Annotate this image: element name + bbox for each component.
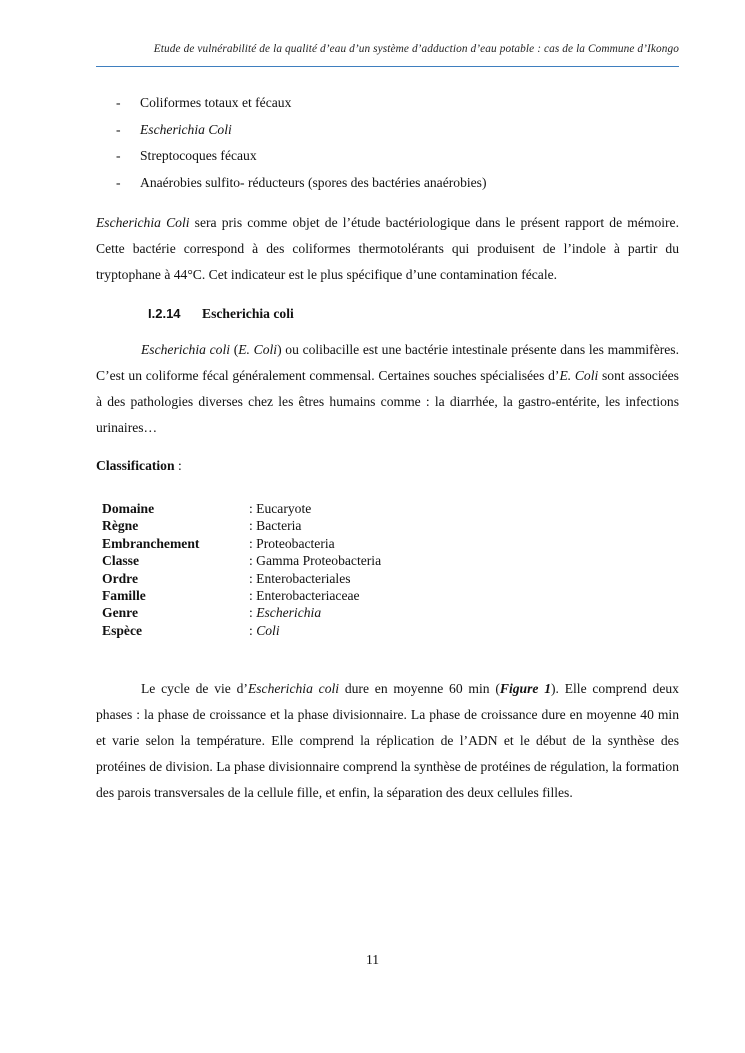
classification-row: [102, 587, 381, 604]
rank-value: : Bacteria: [249, 518, 302, 534]
italic-term: Escherichia Coli: [96, 215, 190, 230]
header-rule: [96, 66, 679, 67]
paragraph-ecoli-description: [96, 337, 679, 441]
section-number: I.2.14: [148, 306, 181, 321]
list-item-text: Streptocoques fécaux: [140, 148, 257, 163]
rank-label: Espèce: [102, 622, 143, 638]
italic-term: Escherichia coli: [247, 681, 340, 696]
italic-term: E. Coli: [238, 342, 278, 357]
paragraph-text: ). Elle comprend deux phases : la phase de croissance et la phase divisionnaire. La phase de croissance dure en moyenne 40 min et varie selon la température. Elle comprend la réplication de l’ADN et le début de la synthèse des protéines de division. La phase divisionnaire comprend la synthèse de protéines de régulation, la formation des parois transversales de la cellule fille, et enfin, la séparation des deux cellules filles.: [96, 681, 679, 800]
rank-value-italic: Escherichia: [256, 605, 322, 621]
rank-label: Classe: [102, 553, 140, 569]
rank-value: : Enterobacteriales: [249, 570, 351, 586]
section-title: Escherichia coli: [202, 306, 294, 321]
list-item: [116, 174, 487, 201]
rank-value: [249, 604, 321, 621]
rank-value: : Enterobacteriaceae: [249, 587, 360, 603]
list-item-text: Coliformes totaux et fécaux: [140, 95, 292, 110]
bullet-dash: -: [116, 95, 121, 110]
list-item-text: Escherichia Coli: [140, 121, 232, 137]
classification-row: [102, 604, 381, 621]
classification-row: [102, 622, 381, 639]
bullet-dash: -: [116, 121, 121, 137]
bullet-dash: -: [116, 148, 121, 163]
classification-row: [102, 500, 381, 517]
classification-table: [102, 500, 381, 639]
paragraph-text: (: [230, 342, 239, 357]
rank-label: Règne: [102, 518, 139, 534]
italic-term: Escherichia coli: [141, 342, 231, 357]
page-number: 11: [365, 952, 380, 967]
rank-value: : Gamma Proteobacteria: [249, 553, 382, 569]
paragraph-ecoli-object: [96, 210, 679, 288]
paragraph-text: Le cycle de vie d’: [141, 681, 248, 696]
classification-row: [102, 552, 381, 569]
italic-term: E. Coli: [559, 368, 599, 383]
classification-title: [96, 458, 182, 474]
paragraph-life-cycle: [96, 676, 679, 806]
list-item: [116, 94, 487, 121]
running-header: Etude de vulnérabilité de la qualité d’eau d’un système d’adduction d’eau potable : cas de la Commune d’Ikongo: [153, 43, 679, 55]
classification-row: [102, 570, 381, 587]
rank-label: Domaine: [102, 501, 155, 516]
classification-row: [102, 535, 381, 552]
classification-colon: :: [174, 458, 182, 473]
paragraph-text: ) ou colibacille est une bactérie intestinale présente dans les mammifères. C’est un coliforme fécal généralement commensal. Certaines souches spécialisées d’: [96, 342, 679, 383]
rank-value: : Proteobacteria: [249, 535, 335, 551]
paragraph-text: sont associées à des pathologies diverses chez les êtres humains comme : la diarrhée, la gastro-entérite, les infections urinaires…: [96, 368, 679, 435]
figure-reference[interactable]: Figure 1: [499, 681, 551, 696]
rank-label: Ordre: [102, 570, 138, 586]
indicator-list: [116, 94, 487, 200]
paragraph-text: sera pris comme objet de l’étude bactériologique dans le présent rapport de mémoire. Cette bactérie correspond à des coliformes thermotolérants qui produisent de l’indole à partir du tryptophane à 44°C. Cet indicateur est le plus spécifique d’une contamination fécale.: [96, 215, 679, 282]
bullet-dash: -: [116, 174, 121, 190]
list-item-text: Anaérobies sulfito- réducteurs (spores des bactéries anaérobies): [140, 174, 487, 190]
rank-value-prefix: :: [249, 622, 257, 638]
rank-label: Embranchement: [102, 535, 200, 551]
rank-value-italic: Coli: [256, 622, 280, 638]
classification-label: Classification: [96, 458, 175, 473]
list-item: [116, 121, 487, 148]
rank-value: [249, 622, 280, 639]
classification-row: [102, 517, 381, 534]
rank-value: : Eucaryote: [249, 501, 312, 516]
paragraph-text: dure en moyenne 60 min (: [339, 681, 500, 696]
rank-value-prefix: :: [249, 605, 257, 621]
rank-label: Genre: [102, 605, 138, 621]
list-item: [116, 147, 487, 174]
rank-label: Famille: [102, 587, 146, 603]
section-heading: [148, 306, 294, 322]
